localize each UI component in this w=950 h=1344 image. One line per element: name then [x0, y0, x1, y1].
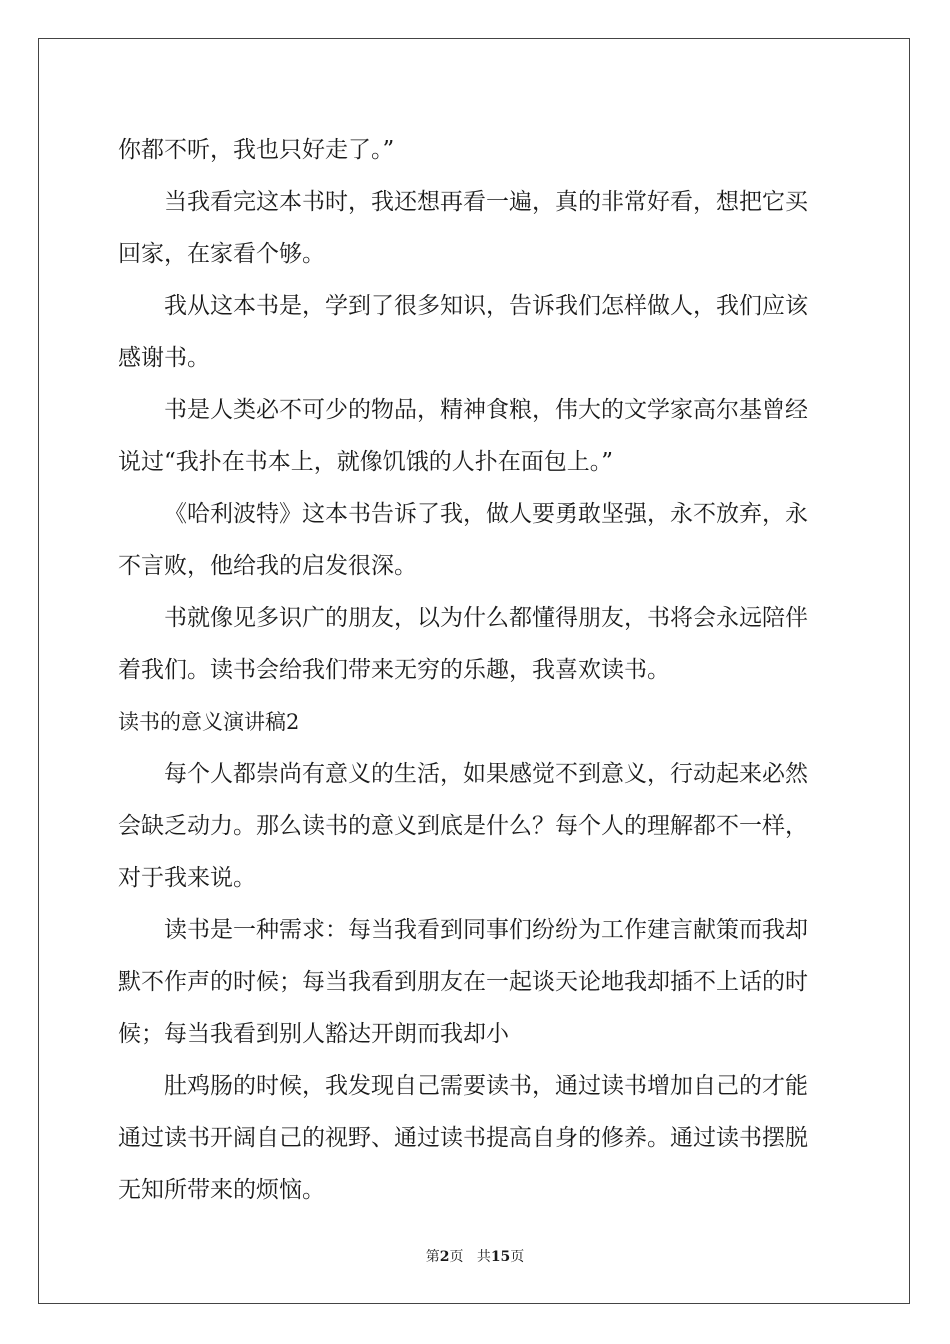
text-line: 《哈利波特》这本书告诉了我，做人要勇敢坚强，永不放弃，永	[164, 501, 808, 527]
text-line: 着我们。读书会给我们带来无穷的乐趣，我喜欢读书。	[118, 657, 670, 683]
footer-total-prefix: 共	[476, 1249, 491, 1265]
text-line: 回家，在家看个够。	[118, 241, 325, 267]
text-line: 对于我来说。	[118, 865, 256, 891]
text-line: 肚鸡肠的时候，我发现自己需要读书，通过读书增加自己的才能	[164, 1073, 808, 1099]
text-line: 不言败，他给我的启发很深。	[118, 553, 417, 579]
text-line: 每个人都崇尚有意义的生活，如果感觉不到意义，行动起来必然	[164, 761, 808, 787]
text-line: 候；每当我看到别人豁达开朗而我却小	[118, 1021, 509, 1047]
text-line: 默不作声的时候；每当我看到朋友在一起谈天论地我却插不上话的时	[118, 969, 808, 995]
page-number: 2	[439, 1249, 450, 1265]
text-line: 书就像见多识广的朋友，以为什么都懂得朋友，书将会永远陪伴	[164, 605, 808, 631]
text-line: 通过读书开阔自己的视野、通过读书提高自身的修养。通过读书摆脱	[118, 1125, 808, 1151]
footer-total-unit: 页	[510, 1249, 525, 1265]
text-line: 会缺乏动力。那么读书的意义到底是什么？每个人的理解都不一样，	[118, 813, 808, 839]
footer-page-unit: 页	[449, 1249, 464, 1265]
page-footer	[0, 1247, 950, 1267]
text-line: 感谢书。	[118, 345, 210, 371]
total-pages: 15	[490, 1249, 511, 1265]
text-line: 我从这本书是，学到了很多知识，告诉我们怎样做人，我们应该	[164, 293, 808, 319]
text-line: 说过“我扑在书本上，就像饥饿的人扑在面包上。”	[118, 449, 614, 475]
section-heading: 读书的意义演讲稿2	[118, 710, 300, 734]
text-line: 读书是一种需求：每当我看到同事们纷纷为工作建言献策而我却	[164, 917, 808, 943]
document-body	[118, 124, 832, 1216]
text-line: 无知所带来的烦恼。	[118, 1177, 325, 1203]
text-line: 你都不听，我也只好走了。”	[118, 137, 395, 163]
footer-prefix: 第	[425, 1249, 440, 1265]
text-line: 当我看完这本书时，我还想再看一遍，真的非常好看，想把它买	[164, 189, 808, 215]
text-line: 书是人类必不可少的物品，精神食粮，伟大的文学家高尔基曾经	[164, 397, 808, 423]
